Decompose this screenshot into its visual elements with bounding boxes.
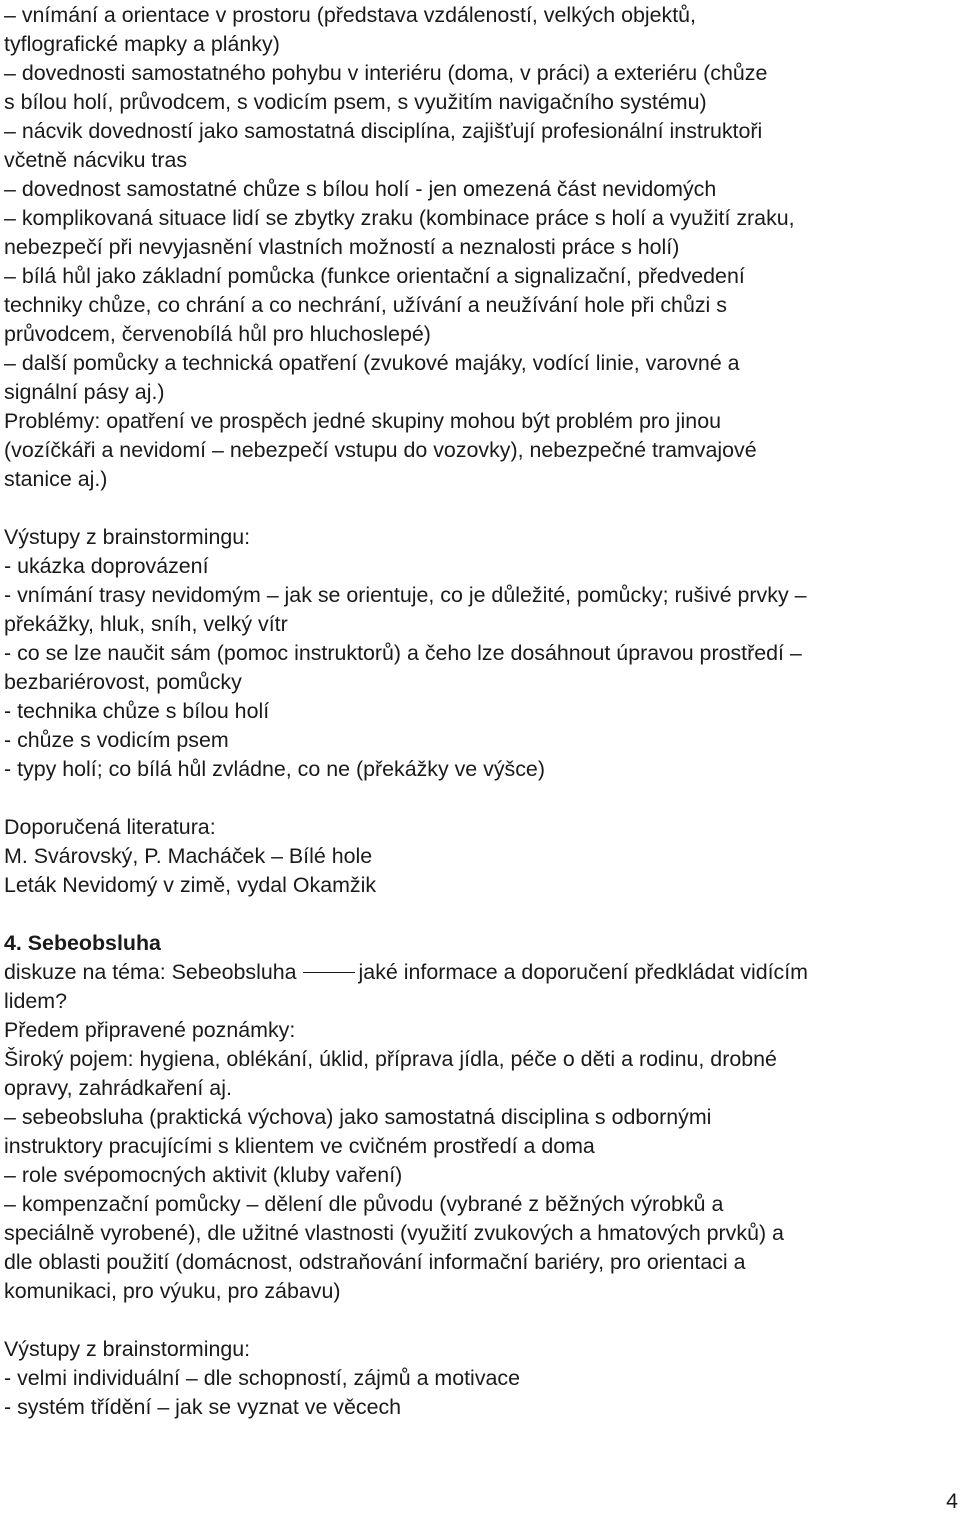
discussion-topic-end: lidem? (4, 989, 68, 1013)
list-item: bezbariérovost, pomůcky (4, 670, 242, 694)
text-line: s bílou holí, průvodcem, s vodicím psem, s využitím navigačního systému) (4, 90, 707, 114)
topic-suffix: jaké informace a doporučení předkládat vidícím (358, 960, 808, 984)
text-line: průvodcem, červenobílá hůl pro hluchoslepé) (4, 322, 431, 346)
list-item: - vnímání trasy nevidomým – jak se orientuje, co je důležité, pomůcky; rušivé prvky – (4, 583, 807, 607)
text-line: dle oblasti použití (domácnost, odstraňování informační bariéry, pro orientaci a (4, 1250, 746, 1274)
list-item: - systém třídění – jak se vyznat ve věcech (4, 1395, 402, 1419)
page-number: 4 (946, 1489, 958, 1513)
text-line: Široký pojem: hygiena, oblékání, úklid, příprava jídla, péče o děti a rodinu, drobné (4, 1047, 777, 1071)
problems-line: stanice aj.) (4, 467, 108, 491)
discussion-topic (4, 958, 956, 987)
self-care-section (4, 929, 956, 1306)
text-line: techniky chůze, co chrání a co nechrání, užívání a neužívání hole při chůzi s (4, 293, 727, 317)
text-line: – komplikovaná situace lidí se zbytky zraku (kombinace práce s holí a využití zraku, (4, 206, 795, 230)
problems-line: Problémy: opatření ve prospěch jedné skupiny mohou být problém pro jinou (4, 409, 721, 433)
spacer (4, 1306, 956, 1335)
spacer (4, 494, 956, 523)
text-line: komunikaci, pro výuku, pro zábavu) (4, 1279, 341, 1303)
list-item: - chůze s vodicím psem (4, 728, 229, 752)
notes-heading: Předem připravené poznámky: (4, 1018, 296, 1042)
text-line: opravy, zahrádkaření aj. (4, 1076, 232, 1100)
literature-item: Leták Nevidomý v zimě, vydal Okamžik (4, 873, 377, 897)
text-line: včetně nácviku tras (4, 148, 188, 172)
text-line: – dovednosti samostatného pohybu v interiéru (doma, v práci) a exteriéru (chůze (4, 61, 768, 85)
section-title: 4. Sebeobsluha (4, 931, 161, 955)
brainstorm-section-2 (4, 1335, 956, 1422)
literature-item: M. Svárovský, P. Macháček – Bílé hole (4, 844, 373, 868)
text-line: signální pásy aj.) (4, 380, 165, 404)
text-line: – dovednost samostatné chůze s bílou holí - jen omezená část nevidomých (4, 177, 717, 201)
text-line: tyflografické mapky a plánky) (4, 32, 280, 56)
problems-line: (vozíčkáři a nevidomí – nebezpečí vstupu do vozovky), nebezpečné tramvajové (4, 438, 757, 462)
section-heading: Výstupy z brainstormingu: (4, 525, 251, 549)
section-heading: Výstupy z brainstormingu: (4, 1337, 251, 1361)
list-item: - ukázka doprovázení (4, 554, 209, 578)
long-dash (303, 972, 355, 973)
orientation-section (4, 1, 956, 494)
text-line: – další pomůcky a technická opatření (zvukové majáky, vodící linie, varovné a (4, 351, 740, 375)
brainstorm-section-1 (4, 523, 956, 784)
list-item: překážky, hluk, sníh, velký vítr (4, 612, 288, 636)
text-line: – role svépomocných aktivit (kluby vaření) (4, 1163, 403, 1187)
list-item: - co se lze naučit sám (pomoc instruktorů) a čeho lze dosáhnout úpravou prostředí – (4, 641, 802, 665)
text-line: speciálně vyrobené), dle užitné vlastnosti (využití zvukových a hmatových prvků) a (4, 1221, 784, 1245)
text-line: – kompenzační pomůcky – dělení dle původu (vybrané z běžných výrobků a (4, 1192, 724, 1216)
document-page (4, 0, 956, 1422)
spacer (4, 900, 956, 929)
list-item: - typy holí; co bílá hůl zvládne, co ne (překážky ve výšce) (4, 757, 545, 781)
literature-section (4, 813, 956, 900)
topic-prefix: diskuze na téma: Sebeobsluha (4, 960, 297, 984)
list-item: - technika chůze s bílou holí (4, 699, 270, 723)
list-item: - velmi individuální – dle schopností, zájmů a motivace (4, 1366, 520, 1390)
text-line: – vnímání a orientace v prostoru (představa vzdáleností, velkých objektů, (4, 3, 696, 27)
text-line: instruktory pracujícími s klientem ve cvičném prostředí a doma (4, 1134, 595, 1158)
spacer (4, 784, 956, 813)
section-heading: Doporučená literatura: (4, 815, 216, 839)
text-line: – sebeobsluha (praktická výchova) jako samostatná disciplina s odbornými (4, 1105, 712, 1129)
text-line: nebezpečí při nevyjasnění vlastních možností a neznalosti práce s holí) (4, 235, 680, 259)
text-line: – nácvik dovedností jako samostatná disciplína, zajišťují profesionální instruktoři (4, 119, 763, 143)
text-line: – bílá hůl jako základní pomůcka (funkce orientační a signalizační, předvedení (4, 264, 745, 288)
